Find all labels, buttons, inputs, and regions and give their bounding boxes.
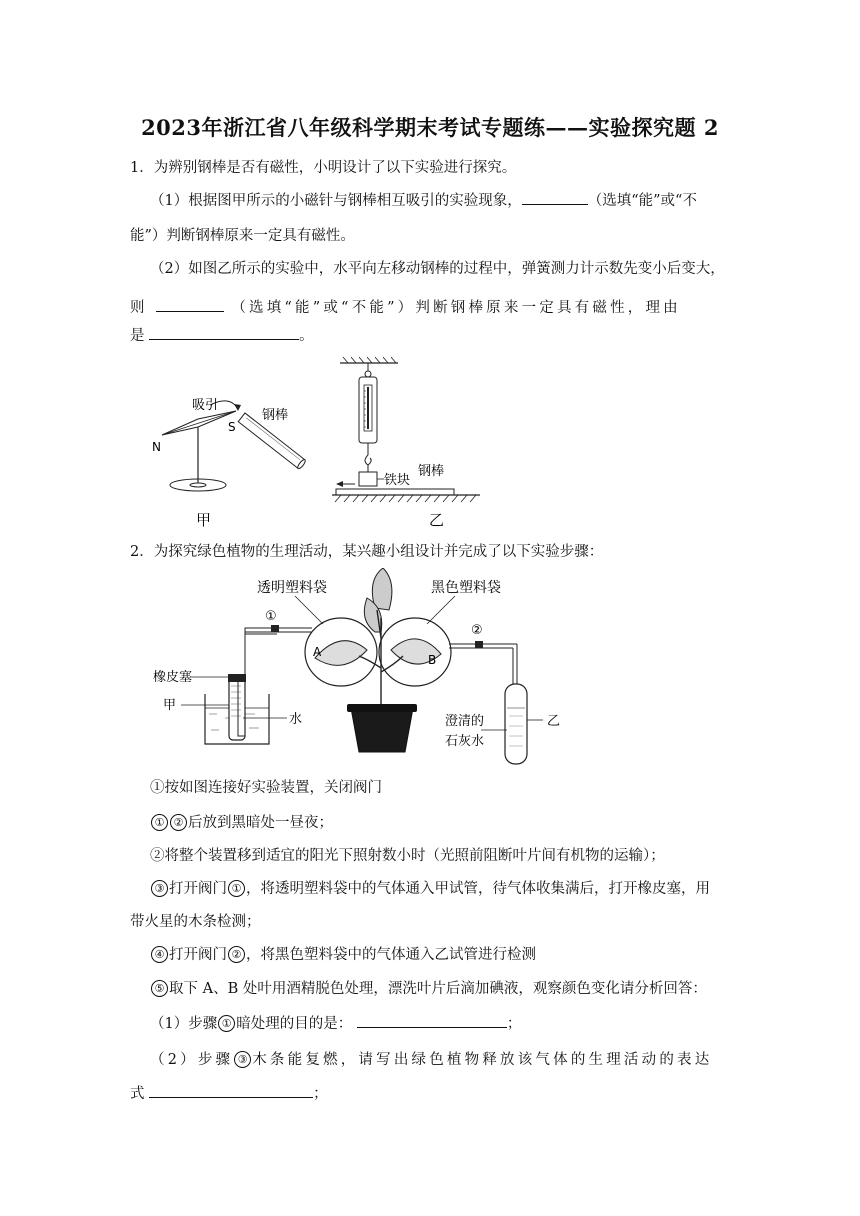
q1-part1-text-b: （选填“能”或“不 [587, 193, 697, 209]
q1-part2-line1: （2）如图乙所示的实验中，水平向左移动钢棒的过程中，弹簧测力计示数先变小后变大， [150, 261, 725, 277]
q2-step-4-text-a: 打开阀门 [169, 947, 227, 963]
q1-part1-line2: 能”）判断钢棒原来一定具有磁性。 [130, 228, 355, 244]
q1-part2-text-post: （选填“能”或“不能”）判断钢棒原来一定具有磁性，理由 [231, 300, 681, 316]
q2-plant-apparatus-figure [145, 568, 585, 768]
label-steel-rod-yi: 钢棒 [418, 464, 445, 479]
caption-yi: 乙 [429, 511, 445, 529]
q2-q1-text-pre: （1）步骤 [150, 1016, 218, 1032]
q2-q2-text-post: 木条能复燃，请写出绿色植物释放该气体的生理活动的表达 [252, 1052, 713, 1068]
label-leaf-a: A [313, 645, 322, 659]
q2-step-3-line2: 带火星的木条检测； [130, 914, 261, 930]
answer-blank[interactable] [357, 1013, 507, 1028]
label-rubber-stopper: 橡皮塞 [153, 670, 193, 685]
compass-needle-figure [152, 397, 306, 529]
label-limewater-line2: 石灰水 [445, 734, 485, 749]
step-mark: ③ [151, 880, 168, 897]
q2-question-2-line2 [130, 1083, 328, 1104]
q2-step-3-line1 [150, 879, 710, 899]
q1-part1-line1 [150, 190, 697, 211]
label-valve-2: ② [471, 623, 483, 638]
q2-step-5 [150, 979, 707, 999]
label-tube-jia: 甲 [163, 698, 177, 713]
label-water: 水 [289, 712, 303, 727]
q2-q1-text-post: 暗处理的目的是： [236, 1016, 353, 1032]
label-limewater-line1: 澄清的 [445, 714, 485, 729]
q1-part2-reason-post: 。 [299, 328, 314, 344]
label-steel-rod-jia: 钢棒 [262, 408, 289, 423]
q1-part2-reason-pre: 是 [130, 328, 145, 344]
q2-question-1 [150, 1013, 521, 1034]
label-north-pole: N [152, 440, 161, 454]
right-tube-apparatus [445, 644, 560, 764]
q1-part2-line3 [130, 325, 314, 346]
label-black-bag: 黑色塑料袋 [431, 580, 501, 596]
q2-q2-text-c: 式 [130, 1086, 145, 1102]
answer-blank[interactable] [156, 297, 224, 312]
spring-scale-figure [332, 357, 480, 529]
valve-1 [265, 609, 279, 632]
q2-step-1-cont-text: 后放到黑暗处一昼夜； [188, 815, 333, 831]
q2-step-5-text: 取下 A、B 处叶用酒精脱色处理，漂洗叶片后滴加碘液，观察颜色变化请分析回答： [169, 981, 707, 997]
label-attract: 吸引 [192, 398, 219, 413]
q2-step-4 [150, 945, 536, 965]
answer-blank[interactable] [149, 1083, 313, 1098]
q1-part2-line2 [130, 297, 681, 318]
valve-mark: ② [228, 946, 245, 963]
valve-mark: ① [228, 880, 245, 897]
q1-figure [140, 355, 500, 535]
q2-question-2-line1 [150, 1050, 712, 1070]
q2-step-1-cont [150, 813, 333, 833]
q2-q2-end: ； [313, 1086, 328, 1102]
q1-part2-text-pre: 则 [130, 300, 148, 316]
step-mark: ② [170, 814, 187, 831]
step-mark: ③ [234, 1051, 251, 1068]
q2-q2-text-pre: （2）步骤 [150, 1052, 234, 1068]
label-clear-bag: 透明塑料袋 [257, 580, 327, 596]
q2-step-1: ①按如图连接好实验装置，关闭阀门 [150, 780, 382, 796]
page-title: 2023年浙江省八年级科学期末考试专题练——实验探究题 2 [141, 115, 719, 140]
step-mark: ④ [151, 946, 168, 963]
label-leaf-b: B [428, 653, 437, 667]
q1-part1-text-a: （1）根据图甲所示的小磁针与钢棒相互吸引的实验现象， [150, 193, 522, 209]
q2-step-3-text-b: ，将透明塑料袋中的气体通入甲试管，待气体收集满后，打开橡皮塞，用 [246, 881, 710, 897]
answer-blank[interactable] [149, 325, 299, 340]
q2-step-3-text-a: 打开阀门 [169, 881, 227, 897]
label-iron-block: 铁块 [384, 473, 411, 488]
label-south-pole: S [228, 420, 236, 434]
label-tube-yi: 乙 [547, 714, 561, 729]
q2-step-2: ②将整个装置移到适宜的阳光下照射数小时（光照前阻断叶片间有机物的运输）； [150, 848, 665, 864]
q2-step-4-text-b: ，将黑色塑料袋中的气体通入乙试管进行检测 [246, 947, 536, 963]
step-mark: ① [151, 814, 168, 831]
label-valve-1: ① [265, 609, 277, 624]
step-mark: ① [218, 1015, 235, 1032]
answer-blank[interactable] [522, 190, 588, 205]
step-mark: ⑤ [151, 980, 168, 997]
left-tube-apparatus [153, 628, 312, 744]
q2-q1-end: ； [506, 1016, 522, 1032]
q2-stem: 2．为探究绿色植物的生理活动，某兴趣小组设计并完成了以下实验步骤： [130, 544, 604, 560]
q1-stem: 1．为辨别钢棒是否有磁性，小明设计了以下实验进行探究。 [130, 160, 517, 176]
caption-jia: 甲 [196, 511, 212, 529]
